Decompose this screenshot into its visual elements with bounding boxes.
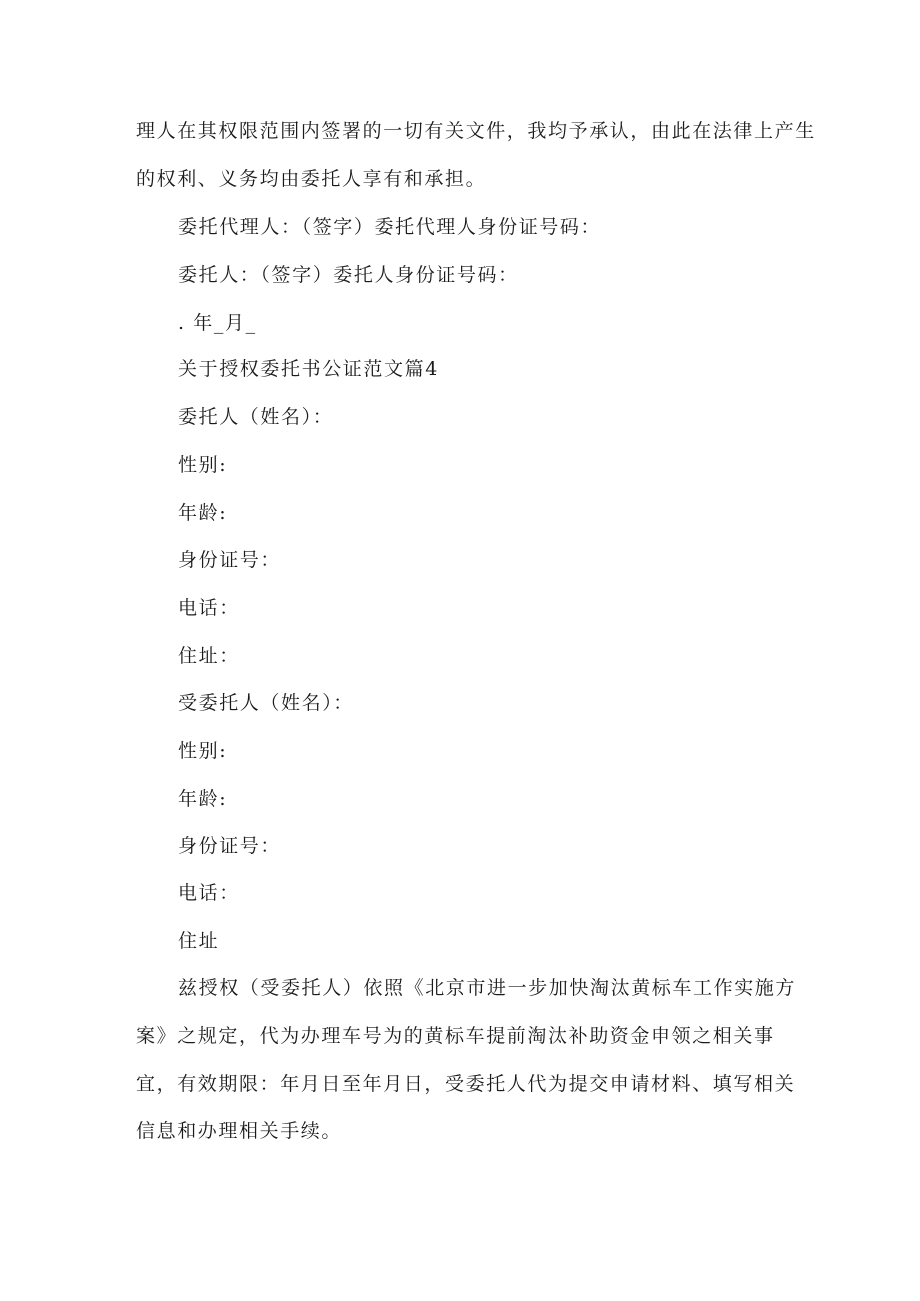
principal-gender-field: 性别: (178, 454, 228, 476)
date-line: . 年_月_ (178, 312, 257, 334)
authorization-paragraph-line: 案》之规定，代为办理车号为的黄标车提前淘汰补助资金申领之相关事 (136, 1025, 775, 1047)
agent-age-field: 年龄: (178, 788, 228, 810)
agent-gender-field: 性别: (178, 740, 228, 762)
agent-signature-line: 委托代理人：（签字）委托代理人身份证号码： (178, 216, 602, 238)
agent-phone-field: 电话： (178, 882, 240, 904)
principal-address-field: 住址： (178, 645, 240, 667)
agent-address-field: 住址 (178, 930, 220, 952)
principal-signature-line: 委托人：（签字）委托人身份证号码： (178, 264, 519, 286)
agent-name-field: 受委托人（姓名）： (178, 692, 354, 714)
principal-id-field: 身份证号： (178, 549, 282, 571)
principal-phone-field: 电话： (178, 597, 240, 619)
section-title: 关于授权委托书公证范文篇4 (178, 358, 439, 380)
paragraph-line: 的权利、义务均由委托人享有和承担。 (136, 168, 487, 190)
paragraph-line: 理人在其权限范围内签署的一切有关文件，我均予承认，由此在法律上产生 (136, 120, 816, 142)
agent-id-field: 身份证号： (178, 835, 282, 857)
principal-age-field: 年龄: (178, 502, 228, 524)
authorization-paragraph-line: 宜，有效期限：年月日至年月日，受委托人代为提交申请材料、填写相关 (136, 1073, 796, 1095)
authorization-paragraph-line: 兹授权（受委托人）依照《北京市进一步加快淘汰黄标车工作实施方 (178, 977, 797, 999)
principal-name-field: 委托人（姓名）： (178, 406, 334, 428)
authorization-paragraph-line: 信息和办理相关手续。 (136, 1120, 343, 1142)
